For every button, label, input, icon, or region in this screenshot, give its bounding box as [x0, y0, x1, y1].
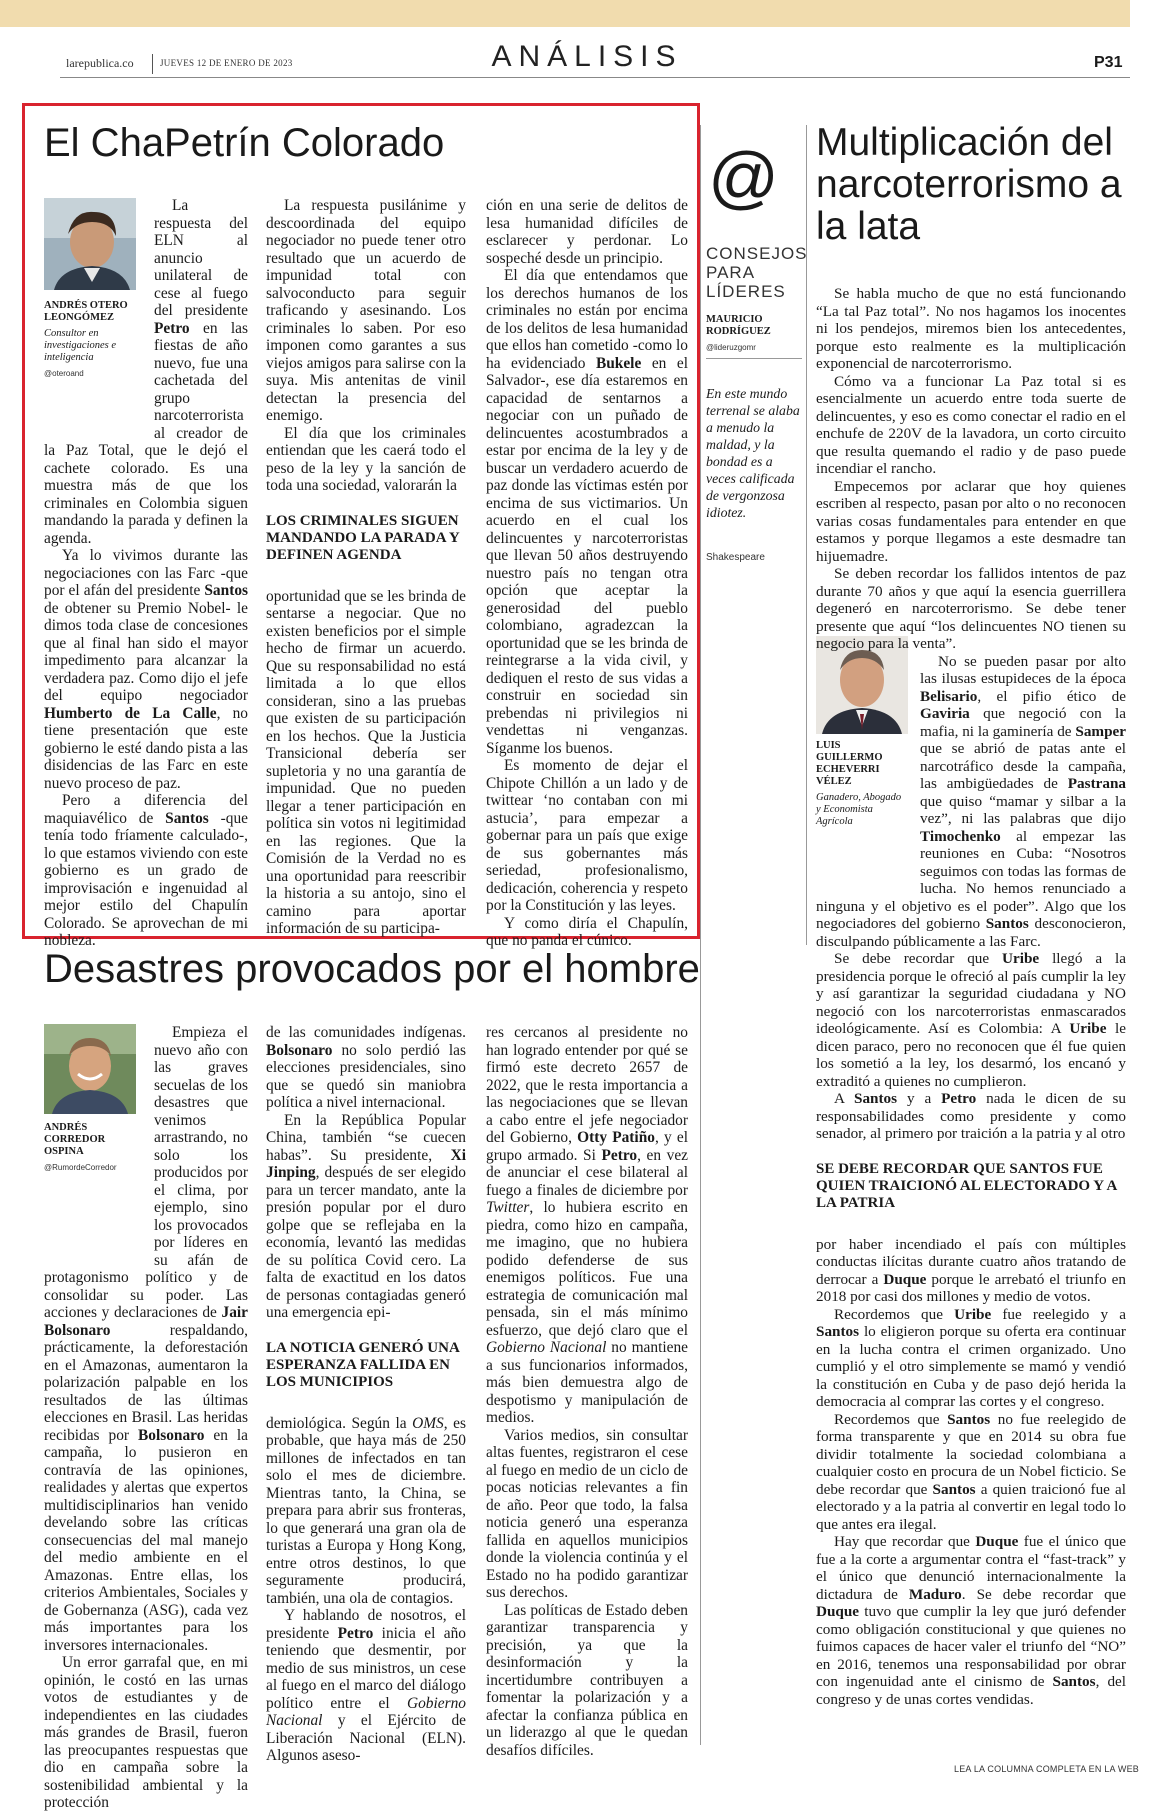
site-name: larepublica.co: [66, 56, 134, 70]
author-name: ANDRÉS CORREDOR OSPINA: [44, 1122, 106, 1157]
article3-pull-quote: LA NOTICIA GENERÓ UNA ESPERANZA FALLIDA EN LOS MUNICIPIOS: [266, 1339, 459, 1390]
quote-author: Shakespeare: [706, 552, 765, 563]
article1-column-2: La respuesta pusilánime y descoordinada del equipo negociador no puede tener otro resultado que un acuerdo de impunidad total con salvoconducto para seguir traficando y asesinando. Los criminales lo saben. Por eso imponen como garantes a sus viejos amigos para salirse con la suya. Mis antenitas de vinil detectan la presencia del enemigo. El día que los criminales entiendan que les caerá todo el peso de la ley y la sanción de toda una sociedad, valorarán la LOS CRIMINALES SIGUEN MANDANDO LA PARADA Y DEFINEN AGENDA oportunidad que se les brinda de sentarse a negociar. Que no existen beneficios por el simple hecho de firmar un acuerdo. Que su responsabilidad no está limitada a lo que ellos consideran, sino a las pruebas que existen de su participación en los hechos. Que la Justicia Transicional debería ser supletoria y no una garantía de impunidad. Que no pueden llegar a tener participación en política sin votos ni legitimidad en las regiones. Que la Comisión de la Verdad no es una oportunidad para reescribir la historia a su antojo, sino el camino para aportar información de su participa-: [266, 197, 466, 937]
page-number: P31: [1094, 54, 1123, 71]
consejos-author-line2: RODRÍGUEZ: [706, 326, 771, 337]
consejos-author-line1: MAURICIO: [706, 314, 763, 325]
at-symbol-icon: @: [708, 138, 780, 216]
author-name: LUIS GUILLERMO ECHEVERRI VÉLEZ: [816, 740, 883, 787]
article2-footer: LEA LA COLUMNA COMPLETA EN LA WEB: [954, 1764, 1139, 1774]
author-handle: @oteroand: [44, 369, 84, 378]
article3-column-3: res cercanos al presidente no han logrado entender por qué se firmó este decreto 2657 de 2022, que le resta importancia a las negociaciones que se llevan a cabo entre el jefe negociador del Gobierno, Otty Patiño, y el grupo armado. Si Petro, en vez de anunciar el cese bilateral al fuego a finales de diciembre por Twitter, lo hubiera escrito en piedra, como hizo en campaña, me imagino, que no hubiera podido defenderse de sus enemigos políticos. Fue una estrategia de comunicación mal pensada, sin el más mínimo esfuerzo, que dejó claro que el Gobierno Nacional no mantiene a sus funcionarios informados, más bien demuestra algo de despotismo y manipulación de medios. Varios medios, sin consultar altas fuentes, registraron el cese al fuego en medio de un ciclo de pocas noticias relevantes a fin de año. Peor que todo, la falsa noticia generó una esperanza fallida en aquellos municipios donde la violencia continúa y el Estado no ha podido garantizar sus derechos. Las políticas de Estado deben garantizar transparencia y precisión, ya que la desinformación y la incertidumbre contribuyen a fomentar la polarización y a afectar la confianza pública en un liderazgo al que le quedan desafíos difíciles.: [486, 1024, 688, 1759]
article3-column-1: Empieza el nuevo año con las graves secuelas de los desastres que venimos arrastrando, no solo los producidos por el clima, por ejemplo, sino los provocados por líderes en su afán de protagonismo político y de consolidar su poder. Las acciones y declaraciones de Jair Bolsonaro respaldando, prácticamente, la deforestación en el Amazonas, aumentaron la polarización palpable en los resultados de las últimas elecciones en Brasil. Las heridas recibidas por Bolsonaro en la campaña, lo pusieron en contravía de las opiniones, realidades y alertas que expertos multidisciplinarios han venido develando sobre las críticas consecuencias del mal manejo del medio ambiente en el Amazonas. Entre ellas, los criterios Ambientales, Sociales y de Gobernanza (ASG), cada vez más importantes para los inversores internacionales. Un error garrafal que, en mi opinión, le costó en las urnas votos de estudiantes y de independientes en las ciudades más grandes de Brasil, fueron las preocupantes respuestas que dio en campaña sobre la sostenibilidad ambiental y la protección: [44, 1024, 248, 1811]
consejos-label-line2: PARA: [706, 263, 756, 282]
article1-pull-quote: LOS CRIMINALES SIGUEN MANDANDO LA PARADA Y DEFINEN AGENDA: [266, 512, 460, 563]
section-title: ANÁLISIS: [491, 40, 683, 73]
article1-column-1: La respuesta del ELN al anuncio unilateral de cese al fuego del presidente Petro en las fiestas de año nuevo, fue una cachetada del grupo narcoterrorista al creador de la Paz Total, que le dejó el cachete colorado. Es una muestra más de que los criminales en Colombia siguen mandando la parada y definen la agenda. Ya lo vivimos durante las negociaciones con las Farc -que por el afán del presidente Santos de obtener su Premio Nobel- le dimos toda clase de concesiones que al final han sido el mayor impedimento para alcanzar la verdadera paz. Como dijo el jefe del equipo negociador Humberto de La Calle, no tiene presentación que este gobierno le esté dando pista a las disidencias de las Farc en este nuevo proceso de paz. Pero a diferencia del maquiavélico de Santos -que tenía todo fríamente calculado-, lo que estamos viviendo con este gobierno es un grado de improvisación e ingenuidad al mejor estilo del Chapulín Colorado. Se aprovechan de mi nobleza.: [44, 197, 249, 949]
consejos-quote: En este mundo terrenal se alaba a menudo la maldad, y la bondad es a veces calificada de vergonzosa idiotez.: [706, 386, 800, 520]
author-role: Consultor en investigaciones e inteligencia: [44, 328, 117, 363]
author-role: Ganadero, Abogado y Economista Agrícola: [816, 792, 902, 827]
article2-title: Multiplicación del narcoterrorismo a la lata: [816, 121, 1122, 249]
article1-column-3: ción en una serie de delitos de lesa humanidad difíciles de esclarecer y perdonar. Lo sospeché desde un principio. El día que entendamos que los derechos humanos de los criminales no están por encima de los delitos de lesa humanidad que ellos han cometido -como lo ha evidenciado Bukele en el Salvador-, ese día estaremos en capacidad de sentarnos a negociar con un puñado de delincuentes acostumbrados a estar por encima de la ley y de buscar un verdadero acuerdo de paz donde las víctimas estén por encima de sus victimarios. Un acuerdo en el cual los delincuentes y narcoterroristas que llevan 50 años destruyendo nuestro país no tengan otra opción que aceptar la generosidad del pueblo colombiano, agradezcan la oportunidad que se les brinda de reintegrarse a la vida civil, y dediquen el resto de sus vidas a construir en sociedad sin prebendas ni privilegios ni vendettas ni venganzas. Síganme los buenos. Es momento de dejar el Chipote Chillón a un lado y de twittear ‘no contaban con mi astucia’, para empezar a gobernar para un país que exige de sus gobernantes más seriedad, profesionalismo, dedicación, coherencia y respeto por la Constitución y las leyes. Y como diría el Chapulín, que no panda el cúnico.: [486, 197, 688, 949]
consejos-label: [706, 244, 808, 301]
consejos-label-line3: LÍDERES: [706, 282, 786, 301]
consejos-handle: @lideruzgomr: [706, 343, 756, 352]
issue-date: JUEVES 12 DE ENERO DE 2023: [160, 58, 293, 68]
article3-column-2: de las comunidades indígenas. Bolsonaro no solo perdió las elecciones presidenciales, sino que se quedó sin maniobra política a nivel internacional. En la República Popular China, también “se cuecen habas”. Su presidente, Xi Jinping, después de ser elegido para un tercer mandato, ante la presión popular por el duro golpe que se reflejaba en la economía, levantó las medidas de su política Covid cero. La falta de exactitud en los datos de personas contagiadas generó una emergencia epi- LA NOTICIA GENERÓ UNA ESPERANZA FALLIDA EN LOS MUNICIPIOS demiológica. Según la OMS, es probable, que haya más de 250 millones de infectados en tan solo el mes de diciembre. Mientras tanto, la China, se prepara para abrir sus fronteras, lo que generará una gran ola de turistas a Europa y Hong Kong, entre otros destinos, lo que seguramente producirá, también, una ola de contagios. Y hablando de nosotros, el presidente Petro inicia el año teniendo que desmentir, por medio de sus ministros, un cese al fuego en el marco del diálogo político entre el Gobierno Nacional y el Ejército de Liberación Nacional (ELN). Algunos aseso-: [266, 1024, 466, 1764]
article2-text: Se habla mucho de que no está funcionando “La tal Paz total”. No nos hagamos los inocentes ni los pendejos, miremos bien los antecedentes, porque esto realmente es la multiplicación exponencial de narcoterrorismo. Cómo va a funcionar La Paz total si es esencialmente un acuerdo entre toda suerte de delincuentes, y eso es como conectar el radio en el enchufe de 220V de la lavadora, un corto circuito que resulta quemando el radio y de paso puede incendiar el rancho. Empecemos por aclarar que hoy quienes escriben al respecto, pasan por alto o no reconocen varias cosas fundamentales para entender en que estamos y porque llegamos a este desmadre tan hijuemadre. Se deben recordar los fallidos intentos de paz durante 70 años y que aquí la esencia guerrillera degeneró en narcoterrorismo. Se debe tener presente que aquí “los delincuentes NO tienen su negocio para la venta”. No se pueden pasar por alto las ilusas estupideces de la época Belisario, el pifio ético de Gaviria que negoció con la mafia, ni la gaminería de Samper que se abrió de patas ante el narcotráfico desde la campaña, las ambigüedades de Pastrana que quiso “mamar y silbar a la vez”, ni las palabras que dijo Timochenko al empezar las reuniones en Cuba: “Nosotros seguimos con todas las formas de lucha. No hemos renunciado a ninguna y el objetivo es el poder”. Algo que los negociadores del gobierno Santos desconocieron, disculpando públicamente a las Farc. Se debe recordar que Uribe llegó a la presidencia porque le ofreció al país cumplir la ley y así garantizar la seguridad ciudadana y NO negoció con los narcoterroristas enmascarados ideológicamente. Así es Colombia: A Uribe le dicen paraco, pero no reconocen que él fue quien los sometió a la ley, los desarmó, los encanó y extraditó a quienes no cumplieron. A Santos y a Petro nada le dicen de su responsabilidades como presidente y como senador, al primero por traición a la patria y al otro SE DEBE RECORDAR QUE SANTOS FUE QUIEN TRAICIONÓ AL ELECTORADO Y A LA PATRIA por haber incendiado el país con múltiples conductas ilícitas durante cuatro años tratando de derrocar a Duque porque le arrebató el triunfo en 2018 por casi dos millones y medio de votos. Recordemos que Uribe fue reelegido y a Santos lo eligieron porque su oferta era continuar en la lucha contra el crimen organizado. Uno cumplió y el otro simplemente se mamó y vendió la constitución en Cuba y de paso dejó herida la democracia al comprar las cortes y el congreso. Recordemos que Santos no fue reelegido de forma transparente y que en 2014 su obra fue dividir totalmente la sociedad colombiana a cualquier costo en procura de un Nobel ficticio. Se debe recordar que Santos a quien traicionó fue al electorado y a la patria al convertir en legal todo lo que antes era ilegal. Hay que recordar que Duque fue el único que fue a la corte a argumentar contra el “fast-track” y el único que denunció internacionalmente la dictadura de Maduro. Se debe recordar que Duque tuvo que cumplir la ley que juró defender como obligación constitucional y que quienes no fuimos capaces de hacer valer el triunfo del “NO” en 2016, tenemos una responsabilidad por obrar con ingenuidad ante el cinismo de Santos, del congreso y de unas cortes vendidas.: [816, 285, 1127, 1708]
consejos-author: [706, 314, 802, 338]
author-name: ANDRÉS OTERO LEONGÓMEZ: [44, 300, 128, 323]
consejos-label-line1: CONSEJOS: [706, 244, 808, 263]
author-handle: @RumordeCorredor: [44, 1163, 117, 1172]
article3-title: Desastres provocados por el hombre: [44, 947, 700, 991]
article2-pull-quote: SE DEBE RECORDAR QUE SANTOS FUE QUIEN TRAICIONÓ AL ELECTORADO Y A LA PATRIA: [816, 1160, 1117, 1211]
header-rule: [60, 77, 1130, 78]
article1-title: El ChaPetrín Colorado: [44, 121, 445, 165]
top-color-bar: [0, 0, 1130, 27]
column-divider-left: [700, 125, 701, 1745]
consejos-rule: [706, 358, 802, 359]
